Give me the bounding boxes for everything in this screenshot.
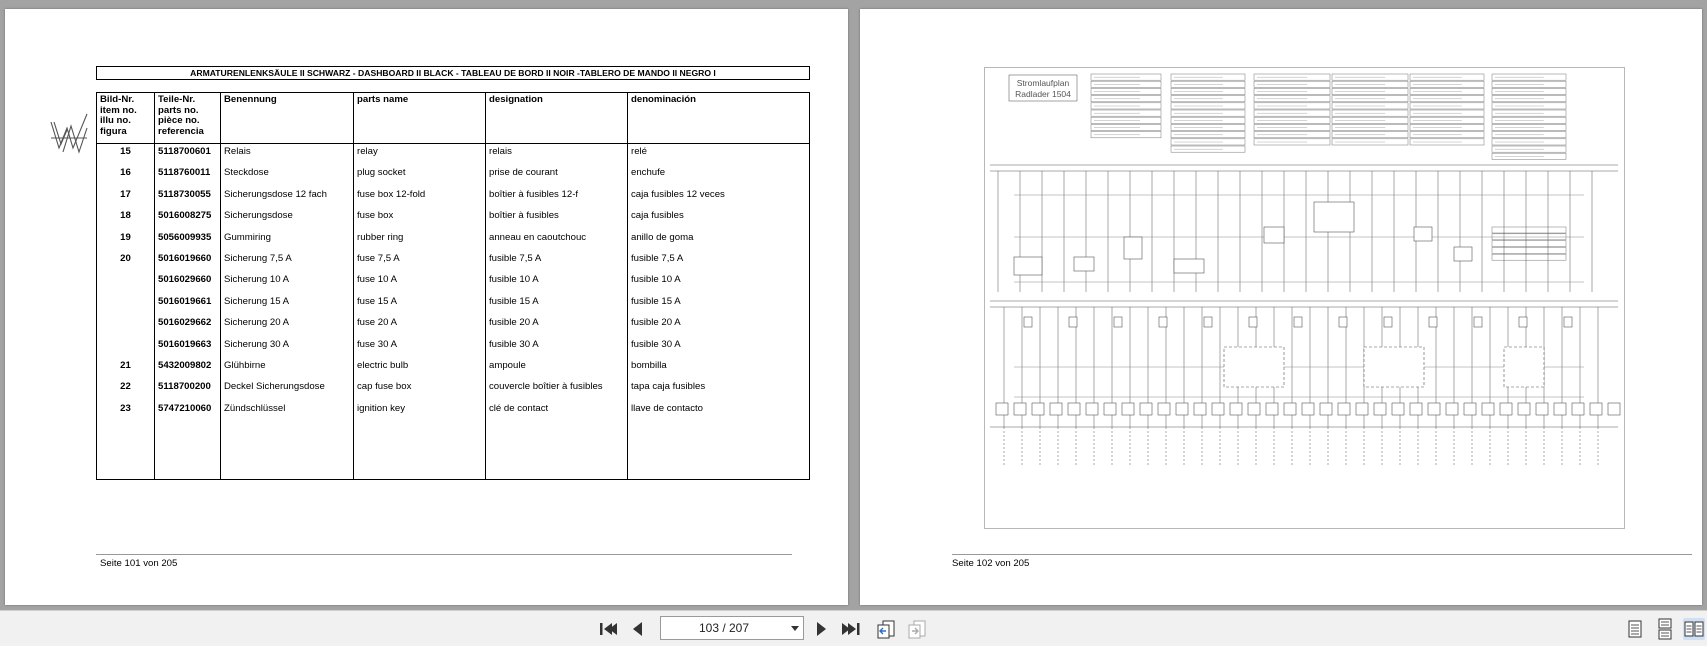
- cell-es: caja fusibles 12 veces: [631, 188, 725, 200]
- cell-de: Sicherungsdose: [224, 210, 293, 222]
- cell-de: Sicherung 15 A: [224, 295, 290, 307]
- cell-fr: prise de courant: [489, 167, 558, 179]
- document-page-101: [5, 9, 848, 605]
- header-designation: designation: [489, 94, 543, 105]
- viewer-toolbar: [0, 610, 1707, 646]
- last-page-icon[interactable]: [840, 618, 862, 640]
- next-view-icon[interactable]: [906, 618, 928, 640]
- cell-item: 19: [120, 231, 131, 243]
- cell-es: fusible 7,5 A: [631, 253, 684, 264]
- cell-en: rubber ring: [357, 231, 404, 243]
- page-footer: Seite 102 von 205: [952, 558, 1030, 569]
- cell-de: Glühbirne: [224, 360, 266, 371]
- cell-en: electric bulb: [357, 360, 409, 371]
- cell-de: Gummiring: [224, 231, 271, 243]
- cell-es: llave de contacto: [631, 402, 703, 414]
- previous-page-icon[interactable]: [627, 618, 649, 640]
- table-row: [97, 210, 809, 228]
- two-page-view-icon[interactable]: [1683, 618, 1705, 640]
- table-row: [97, 189, 809, 207]
- table-row: [97, 146, 809, 164]
- cell-fr: anneau en caoutchouc: [489, 231, 587, 243]
- header-item-no: Bild-Nr. item no. illu no. figura: [100, 94, 137, 137]
- table-row: [97, 339, 809, 357]
- table-row: [97, 232, 809, 250]
- header-denominacion: denominación: [631, 94, 697, 105]
- diagram-title-line-1: Stromlaufplan: [1016, 78, 1070, 88]
- cell-fr: boîtier à fusibles 12-f: [489, 188, 579, 200]
- cell-de: Sicherung 10 A: [224, 274, 290, 286]
- chevron-down-icon[interactable]: [791, 626, 799, 631]
- cell-es: tapa caja fusibles: [631, 381, 706, 393]
- cell-es: fusible 10 A: [631, 274, 681, 286]
- cell-fr: relais: [489, 146, 512, 157]
- table-row: [97, 381, 809, 399]
- cell-en: fuse 7,5 A: [357, 253, 400, 264]
- cell-en: fuse 15 A: [357, 295, 398, 307]
- table-row: [97, 296, 809, 314]
- cell-es: relé: [631, 146, 647, 157]
- page-selector[interactable]: [660, 616, 804, 640]
- cell-fr: fusible 15 A: [489, 295, 539, 307]
- cell-es: caja fusibles: [631, 210, 684, 222]
- cell-fr: clé de contact: [489, 402, 549, 414]
- cell-part: 5016019661: [158, 295, 212, 307]
- cell-en: fuse box: [357, 210, 394, 222]
- cell-de: Sicherungsdose 12 fach: [224, 188, 327, 200]
- cell-part: 5016029662: [158, 317, 212, 329]
- table-row: [97, 274, 809, 292]
- wiring-diagram: [984, 67, 1625, 529]
- parts-table: [96, 92, 810, 480]
- cell-item: 15: [120, 146, 131, 157]
- cell-item: 18: [120, 210, 131, 222]
- cell-fr: ampoule: [489, 360, 526, 371]
- cell-de: Steckdose: [224, 167, 269, 179]
- page-footer: Seite 101 von 205: [100, 558, 178, 569]
- cell-item: 22: [120, 381, 131, 393]
- cell-fr: boîtier à fusibles: [489, 210, 559, 222]
- cell-part: 5118700200: [158, 381, 211, 393]
- cell-es: fusible 20 A: [631, 317, 681, 329]
- cell-de: Sicherung 30 A: [224, 338, 290, 350]
- table-row: [97, 403, 809, 421]
- document-page-102: [860, 9, 1702, 605]
- header-benennung: Benennung: [224, 94, 277, 105]
- cell-es: enchufe: [631, 167, 666, 179]
- cell-item: 21: [120, 360, 131, 371]
- cell-fr: fusible 7,5 A: [489, 253, 542, 264]
- first-page-icon[interactable]: [597, 618, 619, 640]
- cell-item: 17: [120, 188, 131, 200]
- next-page-icon[interactable]: [810, 618, 832, 640]
- cell-part: 5432009802: [158, 360, 212, 371]
- continuous-view-icon[interactable]: [1654, 618, 1676, 640]
- cell-part: 5016008275: [158, 210, 212, 222]
- cell-part: 5056009935: [158, 231, 212, 243]
- cell-part: 5016029660: [158, 274, 212, 286]
- cell-en: fuse 10 A: [357, 274, 398, 286]
- cell-fr: fusible 10 A: [489, 274, 539, 286]
- header-parts-no: Teile-Nr. parts no. pièce no. referencia: [158, 94, 204, 137]
- cell-en: relay: [357, 146, 378, 157]
- table-row: [97, 167, 809, 185]
- weidemann-logo: [49, 108, 89, 160]
- cell-fr: fusible 20 A: [489, 317, 539, 329]
- cell-en: fuse 30 A: [357, 338, 398, 350]
- previous-view-icon[interactable]: [875, 618, 897, 640]
- cell-part: 5118760011: [158, 167, 211, 179]
- cell-part: 5747210060: [158, 402, 212, 414]
- cell-item: 16: [120, 167, 131, 179]
- cell-de: Relais: [224, 146, 251, 157]
- cell-de: Sicherung 7,5 A: [224, 253, 292, 264]
- header-parts-name: parts name: [357, 94, 409, 105]
- cell-de: Deckel Sicherungsdose: [224, 381, 325, 393]
- cell-fr: fusible 30 A: [489, 338, 539, 350]
- table-row: [97, 360, 809, 378]
- cell-part: 5118730055: [158, 188, 211, 200]
- cell-es: bombilla: [631, 360, 667, 371]
- single-page-view-icon[interactable]: [1624, 618, 1646, 640]
- cell-item: 20: [120, 253, 131, 264]
- cell-en: ignition key: [357, 402, 405, 414]
- cell-de: Zündschlüssel: [224, 402, 286, 414]
- cell-es: anillo de goma: [631, 231, 694, 243]
- cell-en: cap fuse box: [357, 381, 412, 393]
- cell-part: 5016019663: [158, 338, 212, 350]
- cell-part: 5118700601: [158, 146, 211, 157]
- cell-es: fusible 30 A: [631, 338, 681, 350]
- diagram-title-line-2: Radlader 1504: [1015, 89, 1071, 99]
- cell-en: fuse box 12-fold: [357, 188, 426, 200]
- catalog-section-title: ARMATURENLENKSÄULE II SCHWARZ - DASHBOARD II BLACK - TABLEAU DE BORD II NOIR -TABLERO DE MANDO II NEGRO I: [96, 66, 810, 80]
- cell-part: 5016019660: [158, 253, 212, 264]
- page-number-input[interactable]: [661, 617, 787, 639]
- cell-es: fusible 15 A: [631, 295, 681, 307]
- cell-en: plug socket: [357, 167, 406, 179]
- cell-de: Sicherung 20 A: [224, 317, 290, 329]
- cell-fr: couvercle boîtier à fusibles: [489, 381, 603, 393]
- table-row: [97, 253, 809, 271]
- table-row: [97, 317, 809, 335]
- cell-item: 23: [120, 402, 131, 414]
- cell-en: fuse 20 A: [357, 317, 398, 329]
